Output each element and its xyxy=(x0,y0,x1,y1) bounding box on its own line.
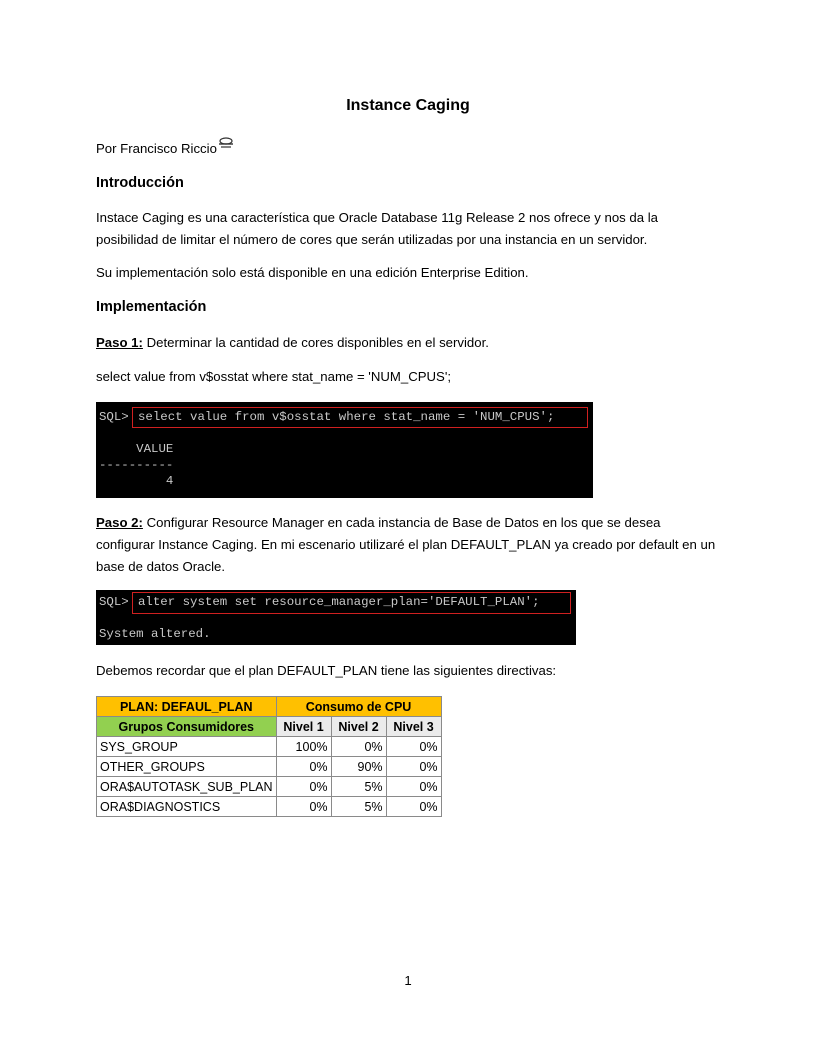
level-header-cell: Nivel 2 xyxy=(331,717,386,737)
table-header-row xyxy=(97,697,442,717)
directives-intro: Debemos recordar que el plan DEFAULT_PLAN tiene las siguientes directivas: xyxy=(96,663,557,678)
level-header-cell: Nivel 3 xyxy=(386,717,441,737)
step2-text: Configurar Resource Manager en cada instancia de Base de Datos en los que se desea configurar Instance Caging. En mi escenario utilizaré el plan DEFAULT_PLAN ya creado por default en un base de datos Oracle. xyxy=(96,515,716,574)
group-cell: ORA$AUTOTASK_SUB_PLAN xyxy=(97,777,277,797)
terminal-value: 4 xyxy=(99,474,174,488)
level-value-cell: 5% xyxy=(331,797,386,817)
table-row xyxy=(97,757,442,777)
page-title: Instance Caging xyxy=(346,97,470,114)
terminal-separator: ---------- xyxy=(99,458,174,472)
intro-heading: Introducción xyxy=(96,175,184,191)
terminal-prompt: SQL> xyxy=(99,410,129,424)
step2-label: Paso 2: xyxy=(96,515,143,530)
group-cell: OTHER_GROUPS xyxy=(97,757,277,777)
terminal-screenshot-2 xyxy=(96,590,576,645)
terminal-prompt: SQL> xyxy=(99,595,129,609)
oracle-ace-icon xyxy=(218,136,234,158)
level-value-cell: 0% xyxy=(331,737,386,757)
level-value-cell: 0% xyxy=(386,777,441,797)
plan-header-cell: PLAN: DEFAUL_PLAN xyxy=(97,697,277,717)
intro-paragraph-2: Su implementación solo está disponible en una edición Enterprise Edition. xyxy=(96,265,529,280)
step1-text: Determinar la cantidad de cores disponibles en el servidor. xyxy=(142,335,489,350)
plan-directives-table xyxy=(96,696,442,817)
terminal-command: select value from v$osstat where stat_name = 'NUM_CPUS'; xyxy=(138,410,555,424)
author-line xyxy=(96,138,720,160)
table-row xyxy=(97,777,442,797)
terminal-screenshot-1 xyxy=(96,402,593,498)
intro-paragraph-1: Instace Caging es una característica que Oracle Database 11g Release 2 nos ofrece y nos da la posibilidad de limitar el número de cores que serán utilizadas por una instancia en un servidor. xyxy=(96,210,659,247)
level-value-cell: 0% xyxy=(276,797,331,817)
level-value-cell: 100% xyxy=(276,737,331,757)
terminal-command: alter system set resource_manager_plan='DEFAULT_PLAN'; xyxy=(138,595,540,609)
cpu-header-cell: Consumo de CPU xyxy=(276,697,441,717)
level-value-cell: 90% xyxy=(331,757,386,777)
table-row xyxy=(97,797,442,817)
level-value-cell: 0% xyxy=(276,777,331,797)
implementation-heading: Implementación xyxy=(96,299,207,315)
level-header-cell: Nivel 1 xyxy=(276,717,331,737)
group-cell: ORA$DIAGNOSTICS xyxy=(97,797,277,817)
group-header-cell: Grupos Consumidores xyxy=(97,717,277,737)
page-number: 1 xyxy=(404,973,412,988)
step2-paragraph xyxy=(96,512,720,578)
author-name: Por Francisco Riccio xyxy=(96,141,217,156)
table-row xyxy=(97,737,442,757)
terminal-column-header: VALUE xyxy=(99,442,174,456)
step1-label: Paso 1: xyxy=(96,335,143,350)
level-value-cell: 0% xyxy=(276,757,331,777)
step1-paragraph xyxy=(96,332,720,354)
level-value-cell: 0% xyxy=(386,757,441,777)
table-subheader-row xyxy=(97,717,442,737)
terminal-result: System altered. xyxy=(99,627,211,641)
group-cell: SYS_GROUP xyxy=(97,737,277,757)
level-value-cell: 5% xyxy=(331,777,386,797)
level-value-cell: 0% xyxy=(386,797,441,817)
step1-query: select value from v$osstat where stat_name = 'NUM_CPUS'; xyxy=(96,369,452,384)
level-value-cell: 0% xyxy=(386,737,441,757)
